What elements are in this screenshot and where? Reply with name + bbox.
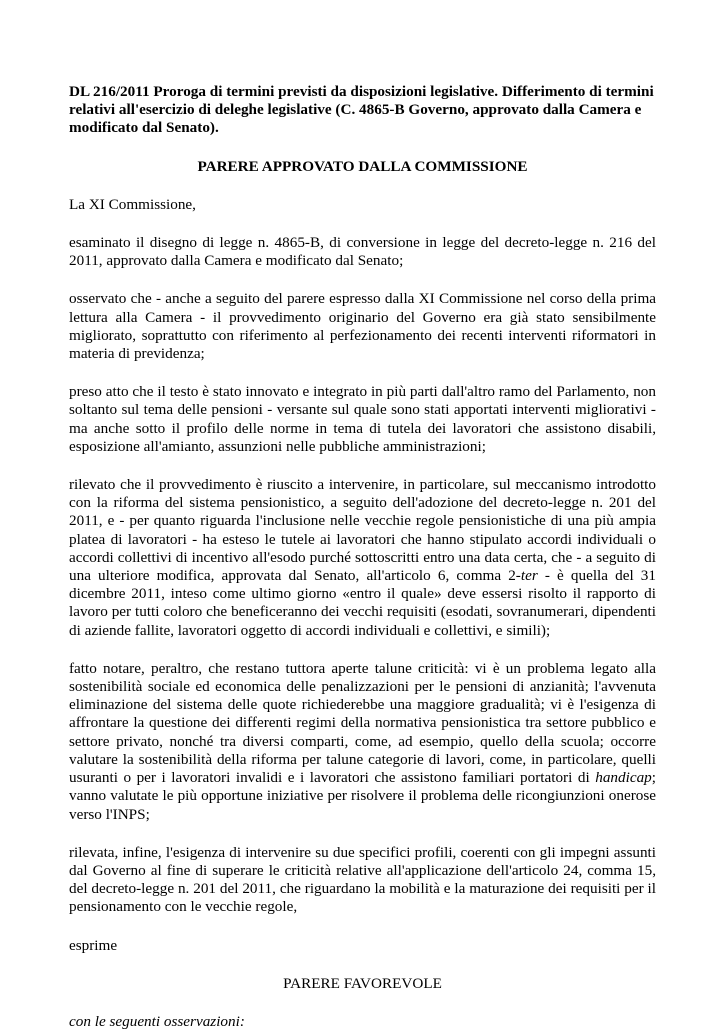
paragraph-rilevato-italic: ter (520, 567, 538, 585)
paragraph-osservato: osservato che - anche a seguito del parere espresso dalla XI Commissione nel corso della prima lettura alla Camera - il provvedimento originario del Governo era già stato sensibilmente migliorato, soprattutto con riferimento al perfezionamento dei recenti interventi riformatori in materia di previdenza; (69, 290, 656, 363)
section-heading: PARERE APPROVATO DALLA COMMISSIONE (197, 157, 528, 175)
paragraph-rilevato-text-1: rilevato che il provvedimento è riuscito a intervenire, in particolare, sul meccanismo introdotto con la riforma del sistema pensionistico, a seguito dell'adozione del decreto-legge n. 201 del 2011, e - per quanto riguarda l'inclusione nelle vecchie regole pensionistiche di una più ampia platea di lavoratori - ha esteso le tutele ai lavoratori che hanno stipulato accordi individuali o accordi collettivi di incentivo all'esodo purché sottoscritti entro una data certa, che - a seguito di una ulteriore modifica, approvata dal Senato, all'articolo 6, comma 2- (69, 476, 656, 585)
parere-favorevole: PARERE FAVOREVOLE (283, 974, 442, 992)
paragraph-fatto-notare (69, 660, 656, 824)
paragraph-rilevato-text-2: - è quella del 31 dicembre 2011, inteso come ultimo giorno «entro il quale» deve essersi risolto il rapporto di lavoro per tutti coloro che beneficeranno dei vecchi requisiti (esodati, sovranumerari, dipendenti di aziende fallite, lavoratori oggetto di accordi individuali e collettivi, e simili); (69, 567, 656, 639)
intro-text: La XI Commissione, (69, 195, 196, 213)
esprime-text: esprime (69, 936, 118, 954)
paragraph-fatto-text-2: ; vanno valutate le più opportune iniziative per risolvere il problema delle ricongiunzioni onerose verso l'INPS; (69, 769, 656, 823)
closing-text: con le seguenti osservazioni: (69, 1012, 245, 1030)
paragraph-esaminato: esaminato il disegno di legge n. 4865-B, di conversione in legge del decreto-legge n. 216 del 2011, approvato dalla Camera e modificato dal Senato; (69, 234, 656, 270)
paragraph-preso-atto: preso atto che il testo è stato innovato e integrato in più parti dall'altro ramo del Parlamento, non soltanto sul tema delle pensioni - versante sul quale sono stati apportati interventi migliorativi - ma anche sotto il profilo delle norme in tema di tutela dei lavoratori che assistono disabili, esposizione all'amianto, assunzioni nelle pubbliche amministrazioni; (69, 383, 656, 455)
paragraph-rilevato (69, 476, 656, 640)
paragraph-rilevata: rilevata, infine, l'esigenza di intervenire su due specifici profili, coerenti con gli impegni assunti dal Governo al fine di superare le criticità relative all'applicazione dell'articolo 24, comma 15, del decreto-legge n. 201 del 2011, che riguardano la mobilità e la maturazione dei requisiti per il pensionamento con le vecchie regole, (69, 843, 656, 916)
document-title: DL 216/2011 Proroga di termini previsti da disposizioni legislative. Differimento di termini relativi all'esercizio di deleghe legislative (C. 4865-B Governo, approvato dalla Camera e modificato dal Senato). (69, 83, 654, 137)
document-page (69, 83, 656, 1031)
paragraph-fatto-italic: handicap (595, 769, 652, 787)
paragraph-fatto-text-1: fatto notare, peraltro, che restano tuttora aperte talune criticità: vi è un problema legato alla sostenibilità sociale ed economica delle penalizzazioni per le pensioni di anzianità; l'avvenuta eliminazione del sistema delle quote richiederebbe una maggiore gradualità; vi è l'esigenza di affrontare la questione dei differenti regimi della normativa pensionistica tra settore pubblico e settore privato, nonché tra diversi comparti, come, ad esempio, quello della scuola; occorre valutare la sostenibilità della riforma per talune categorie di lavori, come, in particolare, quelli usuranti o per i lavoratori invalidi e i lavoratori che assistono familiari portatori di (69, 659, 656, 787)
